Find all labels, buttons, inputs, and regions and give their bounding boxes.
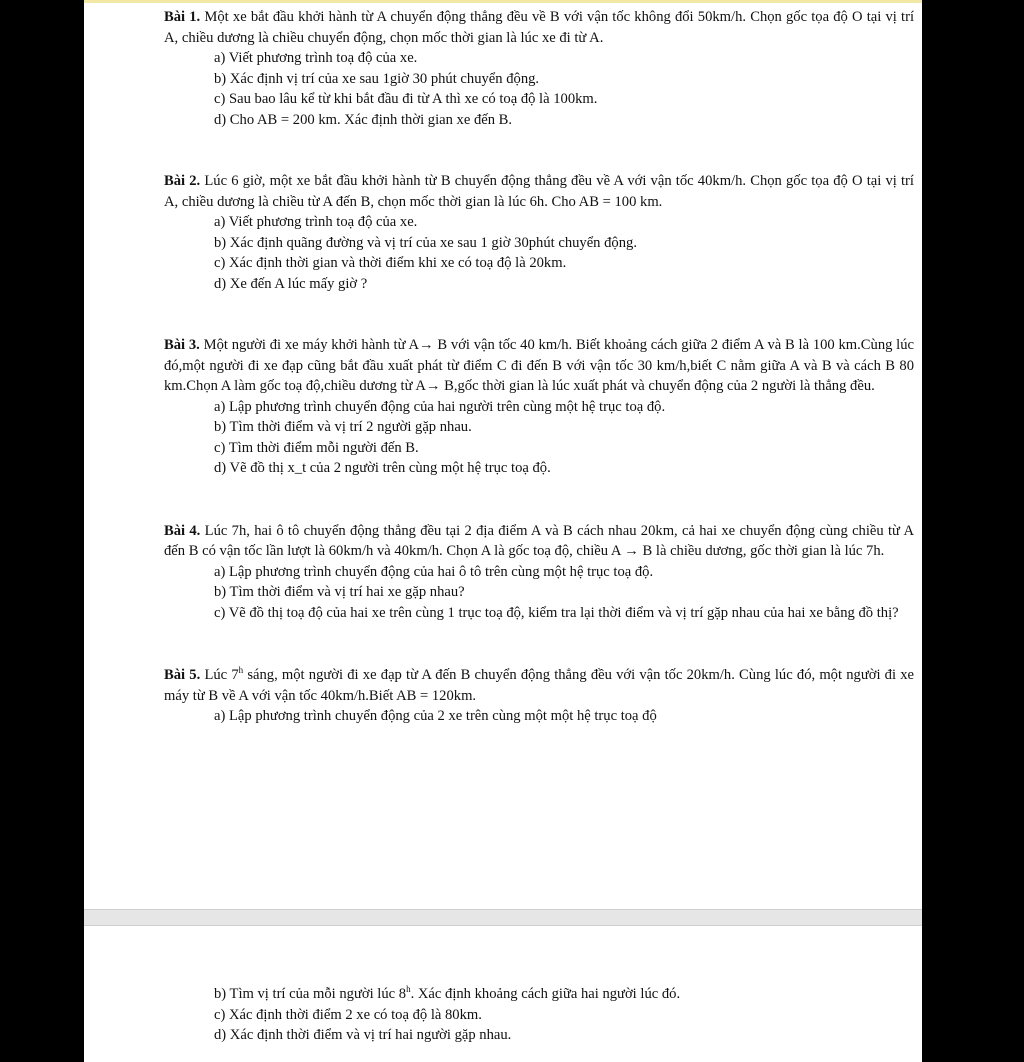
- question-item: a) Lập phương trình chuyển động của hai người trên cùng một hệ trục toạ độ.: [214, 398, 666, 415]
- question-item: d) Cho AB = 200 km. Xác định thời gian xe đến B.: [214, 111, 513, 128]
- problem-3-number: Bài 3.: [164, 337, 200, 353]
- question-item: a) Viết phương trình toạ độ của xe.: [214, 50, 418, 66]
- problem-5-stem: [164, 665, 914, 706]
- problem-5: [164, 665, 914, 727]
- question-item: a) Viết phương trình toạ độ của xe.: [214, 214, 418, 230]
- problem-1: [164, 7, 914, 130]
- document-page-2: [84, 926, 922, 1062]
- question-item: c) Sau bao lâu kể từ khi bắt đầu đi từ A thì xe có toạ độ là 100km.: [214, 91, 598, 107]
- problem-5-text-before: Lúc 7: [204, 667, 239, 683]
- problem-1-number: Bài 1.: [164, 9, 201, 25]
- problem-5-number: Bài 5.: [164, 667, 201, 683]
- question-item: [214, 984, 914, 1005]
- problem-3: [164, 335, 914, 479]
- problem-1-questions: [164, 48, 914, 130]
- question-item: b) Xác định vị trí của xe sau 1giờ 30 phút chuyển động.: [214, 70, 540, 87]
- question-b-superscript: h: [406, 984, 411, 995]
- problem-5-superscript: h: [238, 665, 244, 676]
- problem-5-questions: [164, 706, 914, 727]
- problem-2-questions: [164, 212, 914, 294]
- question-item: b) Xác định quãng đường và vị trí của xe sau 1 giờ 30phút chuyển động.: [214, 234, 637, 251]
- document-page-1: [84, 0, 922, 909]
- problem-4-stem: [164, 521, 914, 562]
- problem-4-questions: [164, 562, 914, 624]
- problem-5-questions-continued: [164, 984, 914, 1046]
- question-item: b) Tìm thời điểm và vị trí hai xe gặp nhau?: [214, 584, 465, 600]
- question-item: c) Vẽ đồ thị toạ độ của hai xe trên cùng 1 trục toạ độ, kiểm tra lại thời điểm và vị trí gặp nhau của hai xe bằng đồ thị?: [214, 604, 899, 621]
- problem-2-stem: [164, 171, 914, 212]
- question-item: c) Xác định thời gian và thời điểm khi xe có toạ độ là 20km.: [214, 255, 567, 271]
- problem-4-number: Bài 4.: [164, 522, 201, 539]
- question-item: a) Lập phương trình chuyển động của 2 xe trên cùng một một hệ trục toạ độ: [214, 708, 657, 724]
- question-b-text-before: b) Tìm vị trí của mỗi người lúc 8: [214, 986, 407, 1002]
- question-item: c) Xác định thời điểm 2 xe có toạ độ là 80km.: [214, 1006, 482, 1023]
- problem-4-text: Lúc 7h, hai ô tô chuyển động thẳng đều tại 2 địa điểm A và B cách nhau 20km, cả hai xe chuyển động cùng chiều từ A đến B có vận tốc lần lượt là 60km/h và 40km/h. Chọn A là gốc toạ độ, chiều A → B là chiều dương, gốc thời gian là lúc 7h.: [164, 522, 914, 559]
- problem-2: [164, 171, 914, 294]
- question-item: b) Tìm thời điểm và vị trí 2 người gặp nhau.: [214, 419, 472, 435]
- problem-5-text-after: sáng, một người đi xe đạp từ A đến B chuyển động thẳng đều với vận tốc 20km/h. Cùng lúc đó, một người đi xe máy từ B về A với vận tốc 40km/h.Biết AB = 120km.: [164, 667, 915, 704]
- problem-3-stem: [164, 335, 914, 397]
- question-item: d) Xác định thời điểm và vị trí hai người gặp nhau.: [214, 1027, 512, 1043]
- problem-2-text: Lúc 6 giờ, một xe bắt đầu khởi hành từ B chuyển động thẳng đều về A với vận tốc 40km/h. Chọn gốc tọa độ O tại vị trí A, chiều dương là chiều từ A đến B, chọn mốc thời gian là lúc 6h. Cho AB = 100 km.: [164, 173, 914, 210]
- question-item: a) Lập phương trình chuyển động của hai ô tô trên cùng một hệ trục toạ độ.: [214, 563, 654, 580]
- page-break: [84, 909, 922, 926]
- problem-3-questions: [164, 397, 914, 479]
- problem-4: [164, 521, 914, 624]
- question-item: d) Vẽ đồ thị x_t của 2 người trên cùng một hệ trục toạ độ.: [214, 460, 551, 476]
- problem-1-stem: [164, 7, 914, 48]
- question-b-text-after: . Xác định khoảng cách giữa hai người lúc đó.: [410, 986, 681, 1002]
- question-item: d) Xe đến A lúc mấy giờ ?: [214, 275, 368, 292]
- problem-3-text: Một người đi xe máy khởi hành từ A→ B với vận tốc 40 km/h. Biết khoảng cách giữa 2 điểm A và B là 100 km.Cùng lúc đó,một người đi xe đạp cũng bắt đầu xuất phát từ điểm C đi đến B với vận tốc 30 km/h,biết C nằm giữa A và B và cách B 80 km.Chọn A làm gốc toạ độ,chiều dương từ A→ B,gốc thời gian là lúc xuất phát và chuyển động của 2 người là thẳng đều.: [164, 337, 915, 394]
- problem-2-number: Bài 2.: [164, 173, 201, 189]
- question-item: c) Tìm thời điểm mỗi người đến B.: [214, 439, 419, 456]
- problem-1-text: Một xe bắt đầu khởi hành từ A chuyển động thẳng đều về B với vận tốc không đổi 50km/h. Chọn gốc tọa độ O tại vị trí A, chiều dương là chiều chuyển động, chọn mốc thời gian là lúc xe đi từ A.: [164, 9, 914, 46]
